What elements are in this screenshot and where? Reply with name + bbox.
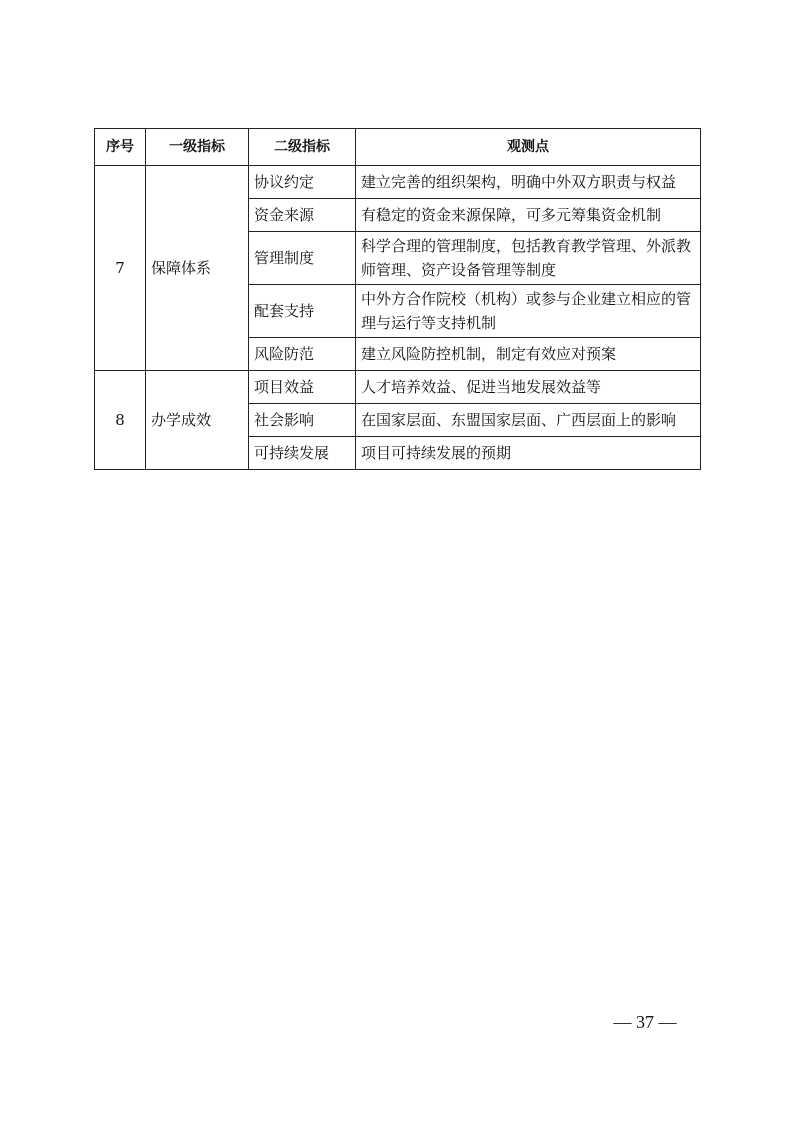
table-header-row	[95, 129, 701, 166]
observation-cell: 项目可持续发展的预期	[356, 437, 701, 470]
header-observation-point: 观测点	[356, 129, 701, 166]
secondary-indicator-cell: 项目效益	[249, 371, 356, 404]
indicator-table	[94, 128, 701, 470]
primary-indicator-cell: 保障体系	[146, 166, 249, 371]
secondary-indicator-cell: 可持续发展	[249, 437, 356, 470]
primary-indicator-cell: 办学成效	[146, 371, 249, 470]
secondary-indicator-cell: 管理制度	[249, 232, 356, 285]
secondary-indicator-cell: 配套支持	[249, 285, 356, 338]
header-secondary-indicator: 二级指标	[249, 129, 356, 166]
observation-cell: 建立完善的组织架构，明确中外双方职责与权益	[356, 166, 701, 199]
header-primary-indicator: 一级指标	[146, 129, 249, 166]
table-row	[95, 371, 701, 404]
page-number: — 37 —	[613, 1012, 677, 1032]
header-sequence: 序号	[95, 129, 146, 166]
observation-cell: 在国家层面、东盟国家层面、广西层面上的影响	[356, 404, 701, 437]
observation-cell: 中外方合作院校（机构）或参与企业建立相应的管理与运行等支持机制	[356, 285, 701, 338]
sequence-cell: 7	[95, 166, 146, 371]
table-row	[95, 166, 701, 199]
observation-cell: 有稳定的资金来源保障，可多元筹集资金机制	[356, 199, 701, 232]
observation-cell: 科学合理的管理制度，包括教育教学管理、外派教师管理、资产设备管理等制度	[356, 232, 701, 285]
sequence-cell: 8	[95, 371, 146, 470]
secondary-indicator-cell: 协议约定	[249, 166, 356, 199]
secondary-indicator-cell: 社会影响	[249, 404, 356, 437]
secondary-indicator-cell: 风险防范	[249, 338, 356, 371]
secondary-indicator-cell: 资金来源	[249, 199, 356, 232]
observation-cell: 人才培养效益、促进当地发展效益等	[356, 371, 701, 404]
observation-cell: 建立风险防控机制，制定有效应对预案	[356, 338, 701, 371]
